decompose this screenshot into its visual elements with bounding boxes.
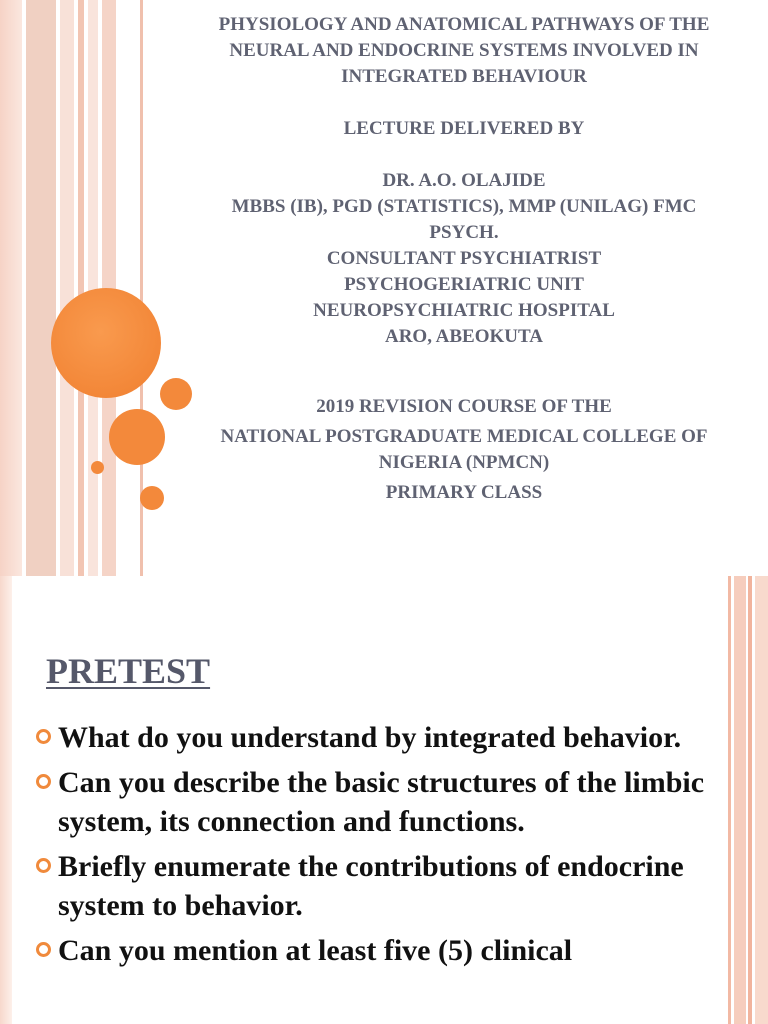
- speaker-unit: PSYCHOGERIATRIC UNIT: [344, 274, 584, 295]
- question-text: Briefly enumerate the contributions of endocrine system to behavior.: [58, 850, 684, 922]
- question-text: Can you describe the basic structures of the limbic system, its connection and functions.: [58, 766, 705, 838]
- list-item: [36, 763, 716, 841]
- circle-bullet-icon: [36, 942, 51, 957]
- decorative-stripes: [728, 576, 768, 1024]
- title-slide-text: [160, 12, 768, 506]
- question-text: What do you understand by integrated behavior.: [58, 721, 682, 754]
- speaker-credentials: PSYCH.: [429, 222, 499, 243]
- slide-heading: PRETEST: [46, 651, 211, 691]
- speaker-position: CONSULTANT PSYCHIATRIST: [326, 248, 602, 269]
- course-line: 2019 REVISION COURSE OF THE: [316, 396, 612, 417]
- circle-bullet-icon: [36, 729, 51, 744]
- course-line: NATIONAL POSTGRADUATE MEDICAL COLLEGE OF: [220, 426, 708, 447]
- speaker-name: DR. A.O. OLAJIDE: [382, 170, 546, 191]
- list-item: [36, 847, 716, 925]
- speaker-location: ARO, ABEOKUTA: [384, 326, 543, 347]
- list-item: [36, 718, 716, 757]
- stripe: [748, 576, 752, 1024]
- lecture-title-line: NEURAL AND ENDOCRINE SYSTEMS INVOLVED IN: [229, 40, 699, 61]
- list-item: [36, 931, 716, 970]
- stripe: [60, 0, 74, 576]
- question-text: Can you mention at least five (5) clinical: [58, 934, 573, 967]
- stripe: [728, 576, 731, 1024]
- course-line: NIGERIA (NPMCN): [378, 452, 550, 473]
- lecture-delivered-label: LECTURE DELIVERED BY: [343, 118, 585, 139]
- stripe: [78, 0, 84, 576]
- decorative-stripes: [0, 0, 150, 576]
- decorative-stripe: [0, 576, 12, 1024]
- stripe: [0, 0, 22, 576]
- stripe: [26, 0, 56, 576]
- circle-bullet-icon: [36, 774, 51, 789]
- circle-bullet-icon: [36, 858, 51, 873]
- orange-circle-large: [51, 288, 161, 398]
- orange-circle-tiny: [91, 461, 104, 474]
- orange-circle-medium: [109, 409, 165, 465]
- course-line: PRIMARY CLASS: [385, 482, 543, 503]
- lecture-title-line: INTEGRATED BEHAVIOUR: [341, 66, 587, 87]
- speaker-hospital: NEUROPSYCHIATRIC HOSPITAL: [313, 300, 615, 321]
- pretest-question-list: [36, 718, 716, 976]
- speaker-credentials: MBBS (IB), PGD (STATISTICS), MMP (UNILAG) FMC: [231, 196, 697, 217]
- pretest-slide: [0, 576, 768, 1024]
- stripe: [734, 576, 746, 1024]
- stripe: [755, 576, 768, 1024]
- lecture-title-line: PHYSIOLOGY AND ANATOMICAL PATHWAYS OF THE: [218, 14, 710, 35]
